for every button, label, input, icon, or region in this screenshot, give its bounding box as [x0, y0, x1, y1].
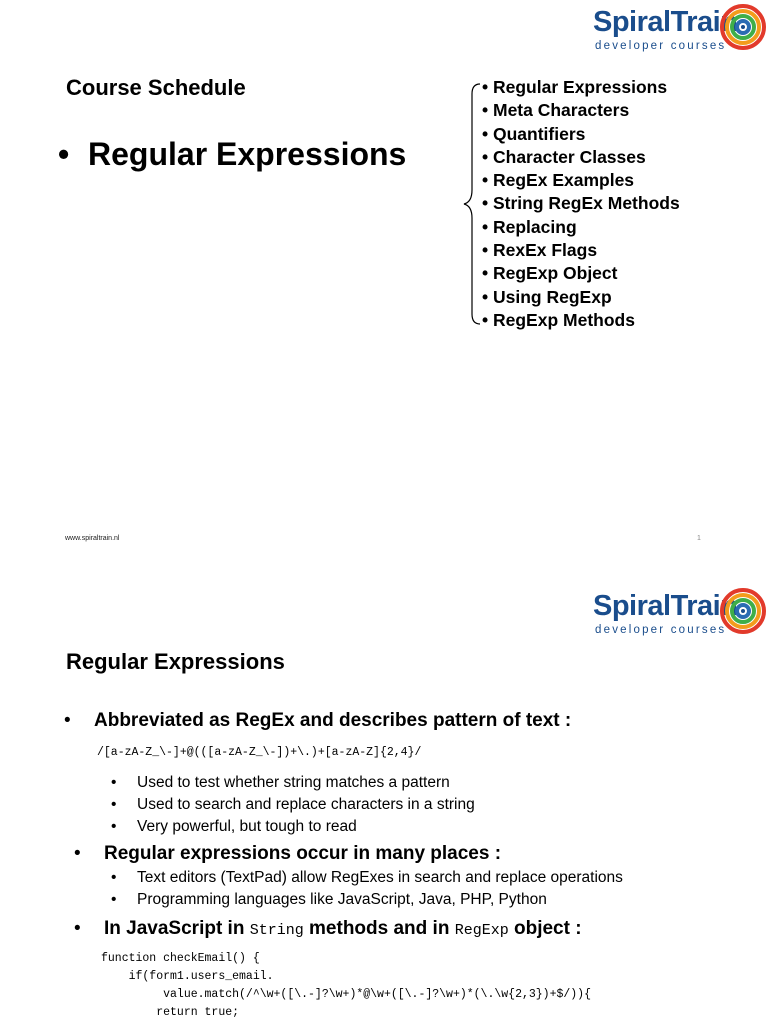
- course-schedule-heading: Course Schedule: [66, 75, 246, 100]
- spiral-logo-icon: [720, 588, 766, 634]
- inline-code-string: String: [249, 922, 304, 939]
- bullet-text: Regular expressions occur in many places :: [104, 843, 502, 864]
- topic-item: • Regular Expressions: [482, 77, 668, 97]
- sub-bullet: • Used to search and replace characters in a string: [111, 796, 475, 813]
- spiraltrain-logo: [593, 2, 768, 64]
- main-topic-bullet: [58, 136, 406, 173]
- bullet-dot: •: [74, 918, 81, 939]
- bullet-dot: •: [74, 843, 81, 864]
- logo-wordmark: SpiralTrain: [593, 6, 738, 38]
- regex-example-code: /[a-zA-Z_\-]+@(([a-zA-Z_\-])+\.)+[a-zA-Z]{2,4}/: [97, 746, 422, 759]
- sub-bullet: • Used to test whether string matches a pattern: [111, 774, 450, 791]
- slide-title: Regular Expressions: [66, 649, 285, 674]
- code-line: function checkEmail() {: [101, 952, 260, 965]
- code-line: if(form1.users_email.: [101, 970, 274, 983]
- bullet-javascript: • In JavaScript in String methods and in RegExp object :: [74, 918, 582, 939]
- bullet-regex-abbrev: [64, 710, 572, 732]
- code-line: value.match(/^\w+([\.-]?\w+)*@\w+([\.-]?\w+)*(\.\w{2,3})+$/)){: [101, 988, 591, 1001]
- sub-bullet: • Programming languages like JavaScript, Java, PHP, Python: [111, 891, 547, 908]
- topic-item: • String RegEx Methods: [482, 193, 680, 214]
- topic-item: • Character Classes: [482, 146, 646, 167]
- topic-item: • RegEx Examples: [482, 170, 635, 191]
- topic-item: • Replacing: [482, 216, 577, 237]
- bullet-text: Abbreviated as RegEx and describes pattern of text :: [94, 710, 572, 731]
- course-topics-list: [482, 76, 680, 332]
- bullet-dot: •: [58, 136, 70, 172]
- footer-url: www.spiraltrain.nl: [65, 535, 120, 542]
- logo-tagline: developer courses: [595, 624, 727, 636]
- topic-item: • RexEx Flags: [482, 240, 598, 261]
- topic-item: • RegExp Methods: [482, 309, 635, 330]
- main-topic-label: Regular Expressions: [88, 136, 407, 172]
- inline-code-regexp: RegExp: [454, 922, 509, 939]
- sub-bullet: • Text editors (TextPad) allow RegExes in search and replace operations: [111, 869, 623, 886]
- spiral-logo-icon: [720, 4, 766, 50]
- topic-item: • RegExp Object: [482, 263, 618, 284]
- code-line: return true;: [101, 1006, 240, 1019]
- logo-tagline: developer courses: [595, 40, 727, 52]
- slide-2: [0, 512, 768, 1024]
- spiraltrain-logo: [593, 586, 768, 648]
- topic-item: • Using RegExp: [482, 286, 612, 307]
- sub-bullet: • Very powerful, but tough to read: [111, 818, 357, 835]
- topic-item: • Quantifiers: [482, 123, 586, 144]
- bullet-dot: •: [64, 710, 71, 731]
- curly-brace-icon: [458, 82, 482, 328]
- logo-wordmark: SpiralTrain: [593, 590, 738, 622]
- bullet-regex-places: [74, 843, 502, 865]
- page-number: 1: [697, 535, 701, 542]
- topic-item: • Meta Characters: [482, 100, 630, 121]
